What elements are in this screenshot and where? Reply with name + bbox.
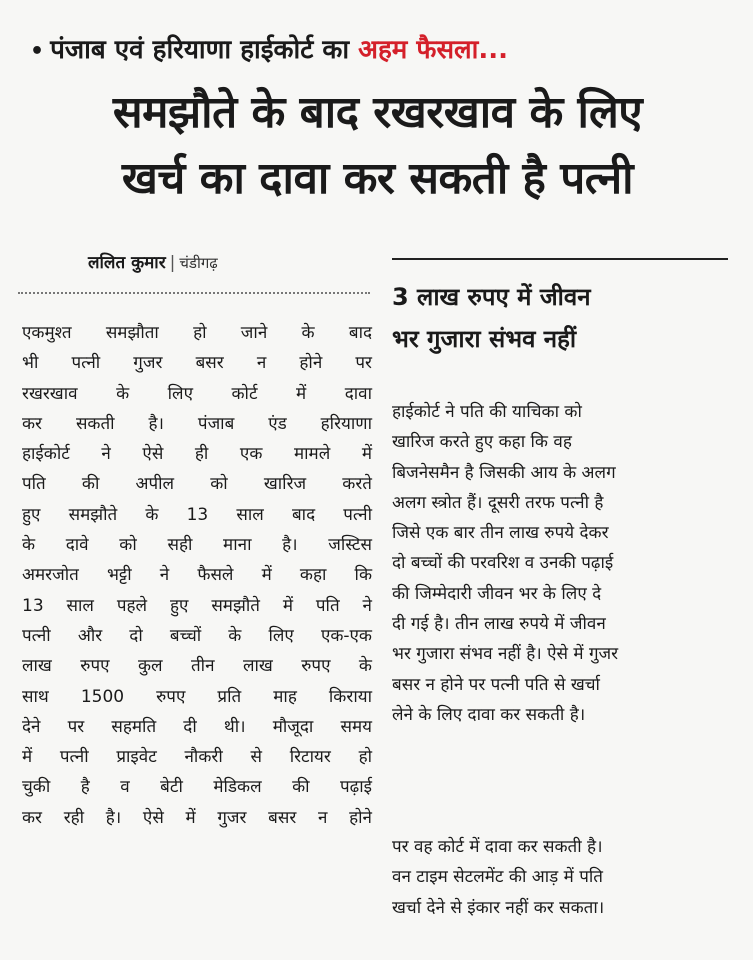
kicker-bullet: •: [30, 39, 45, 64]
byline-location: चंडीगढ़: [179, 254, 218, 272]
left-line: हाईकोर्ट ने ऐसे ही एक मामले में: [22, 444, 372, 465]
byline: [88, 250, 218, 273]
left-line: 13 साल पहले हुए समझौते में पति ने: [22, 595, 372, 616]
right-line: अलग स्त्रोत हैं। दूसरी तरफ पत्नी है: [392, 492, 604, 513]
kicker-highlight: अहम फैसला...: [358, 35, 509, 65]
kicker-text: पंजाब एवं हरियाणा हाईकोर्ट का: [50, 35, 350, 65]
subhead-rule: [392, 258, 728, 260]
left-line: पति की अपील को खारिज करते: [22, 474, 372, 495]
right-line: हाईकोर्ट ने पति की याचिका को: [392, 402, 582, 422]
left-line: साथ 1500 रुपए प्रति माह किराया: [22, 686, 372, 707]
byline-separator: |: [169, 253, 176, 273]
right-line: बसर न होने पर पत्नी पति से खर्चा: [392, 674, 600, 695]
right-line: दी गई है। तीन लाख रुपये में जीवन: [392, 614, 606, 635]
right-line: खारिज करते हुए कहा कि वह: [392, 432, 572, 453]
headline: [20, 80, 735, 212]
left-column: [22, 318, 372, 833]
left-line: रखरखाव के लिए कोर्ट में दावा: [22, 383, 372, 404]
left-line: लाख रुपए कुल तीन लाख रुपए के: [22, 656, 372, 677]
left-line: कर रही है। ऐसे में गुजर बसर न होने: [22, 807, 372, 828]
byline-author: ललित कुमार: [88, 253, 166, 273]
right-line: जिसे एक बार तीन लाख रुपये देकर: [392, 523, 609, 544]
right-line: की जिम्मेदारी जीवन भर के लिए दे: [392, 583, 602, 604]
dotted-divider: [18, 292, 370, 294]
left-line: के दावे को सही माना है। जस्टिस: [22, 535, 372, 556]
subhead: [392, 276, 732, 360]
right-line: भर गुजारा संभव नहीं है। ऐसे में गुजर: [392, 644, 619, 665]
right-line: खर्चा देने से इंकार नहीं कर सकता।: [392, 897, 605, 918]
right-column-top: [392, 397, 730, 730]
right-line: बिजनेसमैन है जिसकी आय के अलग: [392, 462, 616, 483]
left-line: चुकी है व बेटी मेडिकल की पढ़ाई: [22, 777, 372, 798]
left-line: पत्नी और दो बच्चों के लिए एक-एक: [22, 625, 372, 646]
right-line: वन टाइम सेटलमेंट की आड़ में पति: [392, 867, 603, 888]
right-line: लेने के लिए दावा कर सकती है।: [392, 704, 586, 725]
left-line: अमरजोत भट्टी ने फैसले में कहा कि: [22, 565, 372, 586]
right-column-bottom: [392, 832, 732, 923]
subhead-line-2: भर गुजारा संभव नहीं: [392, 325, 577, 353]
right-line: पर वह कोर्ट में दावा कर सकती है।: [392, 837, 603, 857]
headline-line-1: समझौते के बाद रखरखाव के लिए: [112, 87, 643, 138]
left-line: देने पर सहमति दी थी। मौजूदा समय: [22, 716, 372, 737]
left-line: एकमुश्त समझौता हो जाने के बाद: [22, 323, 372, 343]
headline-line-2: खर्च का दावा कर सकती है पत्नी: [121, 153, 634, 204]
left-line: हुए समझौते के 13 साल बाद पत्नी: [22, 504, 372, 525]
right-line: दो बच्चों की परवरिश व उनकी पढ़ाई: [392, 553, 614, 574]
subhead-line-1: 3 लाख रुपए में जीवन: [392, 283, 591, 311]
left-line: कर सकती है। पंजाब एंड हरियाणा: [22, 413, 372, 434]
kicker: [30, 30, 730, 66]
left-line: भी पत्नी गुजर बसर न होने पर: [22, 353, 372, 374]
left-line: में पत्नी प्राइवेट नौकरी से रिटायर हो: [22, 747, 372, 768]
